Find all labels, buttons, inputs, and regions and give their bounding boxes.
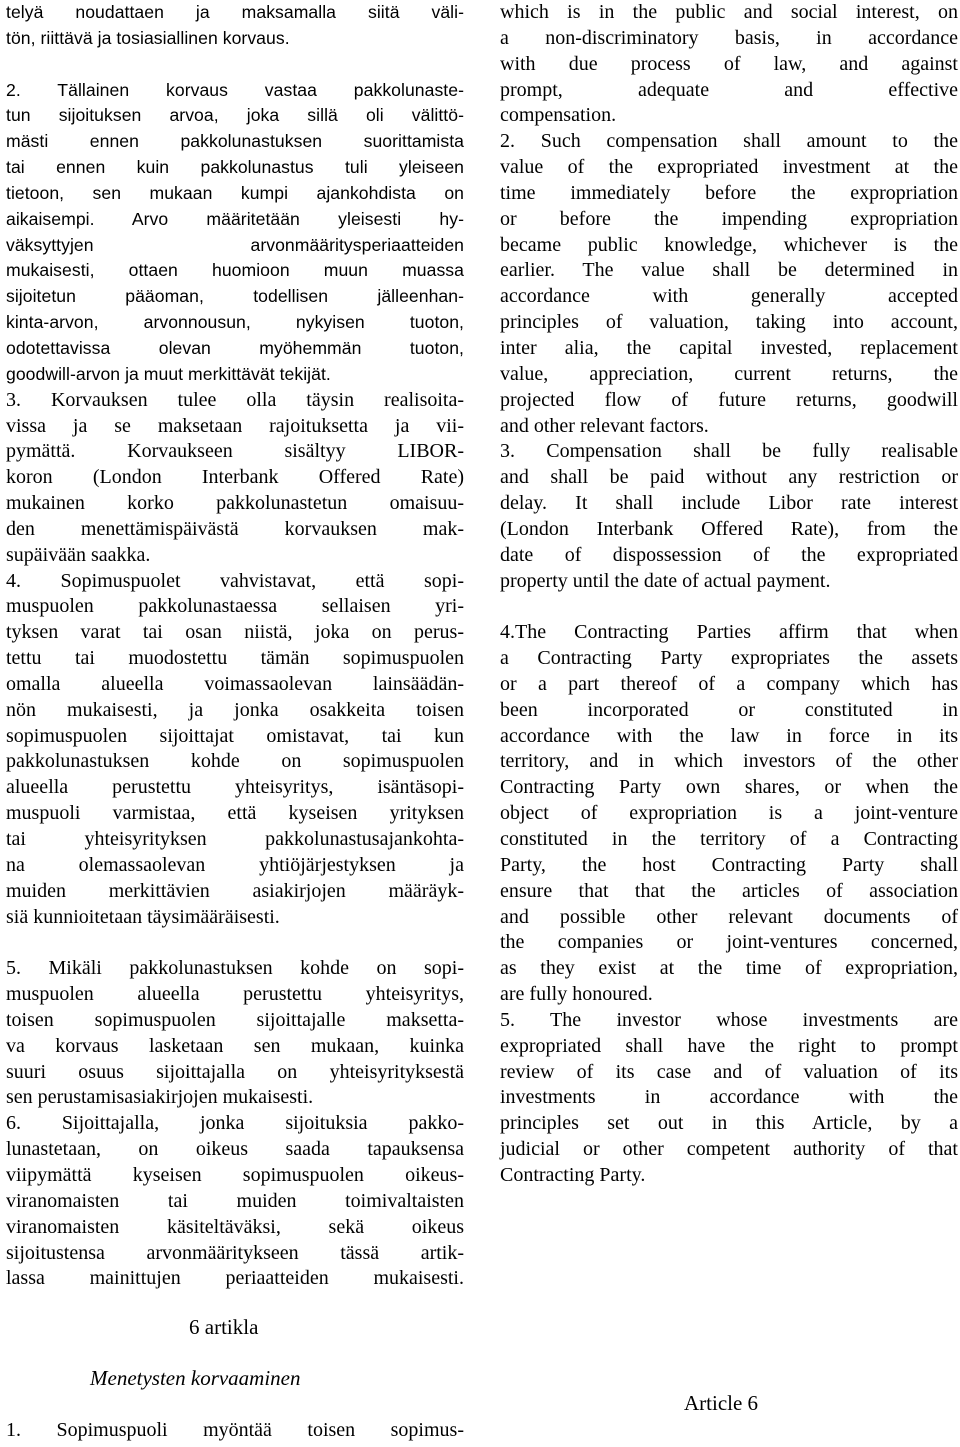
text-line: lassa mainittujen periaatteiden mukaisesti. bbox=[6, 1267, 464, 1290]
text-line: muiden merkittävien asiakirjojen määräyk- bbox=[6, 879, 464, 902]
text-line: been incorporated or constituted in bbox=[500, 698, 958, 721]
text-line: tettu tai muodostettu tämän sopimuspuolen bbox=[6, 647, 464, 670]
blank-line bbox=[6, 930, 464, 956]
text-line: accordance with the law in force in its bbox=[500, 724, 958, 747]
text-line: judicial or other competent authority of that bbox=[500, 1138, 958, 1161]
text-line: aikaisempi. Arvo määritetään yleisesti hy- bbox=[6, 208, 464, 229]
text-line: as they exist at the time of expropriation, bbox=[500, 957, 958, 980]
text-line: 2. Tällainen korvaus vastaa pakkolunaste- bbox=[6, 79, 464, 100]
text-line: 5. Mikäli pakkolunastuksen kohde on sopi- bbox=[6, 957, 464, 980]
text-line: value, appreciation, current returns, the bbox=[500, 362, 958, 385]
text-line: vissa ja se maksetaan rajoituksetta ja vii- bbox=[6, 414, 464, 437]
text-line: object of expropriation is a joint-venture bbox=[500, 802, 958, 825]
text-line: mästi ennen pakkolunastuksen suorittamista bbox=[6, 131, 464, 152]
text-line: koron (London Interbank Offered Rate) bbox=[6, 466, 464, 489]
text-line: nön mukaisesti, ja jonka osakkeita toisen bbox=[6, 698, 464, 721]
text-line: with due process of law, and against bbox=[500, 52, 958, 75]
text-line: and possible other relevant documents of bbox=[500, 905, 958, 928]
text-line: sopimuspuolen sijoittajat omistavat, tai kun bbox=[6, 724, 464, 747]
text-line: review of its case and of valuation of its bbox=[500, 1060, 958, 1083]
text-line: lunastetaan, on oikeus saada tapauksensa bbox=[6, 1138, 464, 1161]
text-line: constituted in the territory of a Contracting bbox=[500, 828, 958, 850]
text-line: omalla alueella voimassaolevan lainsäädän- bbox=[6, 672, 464, 695]
text-line: territory, and in which investors of the other bbox=[500, 750, 958, 773]
text-line: na olemassaolevan yhtiöjärjestyksen ja bbox=[6, 853, 464, 876]
text-line: muspuolen pakkolunastaessa sellaisen yri- bbox=[6, 595, 464, 618]
text-line: 4.The Contracting Parties affirm that when bbox=[500, 621, 958, 644]
text-line: viipymättä kyseisen sopimuspuolen oikeus- bbox=[6, 1163, 464, 1186]
text-line: value of the expropriated investment at the bbox=[500, 156, 958, 179]
text-line: ensure that that the articles of association bbox=[500, 879, 958, 902]
text-line: Contracting Party own shares, or when the bbox=[500, 776, 958, 799]
text-line: accordance with generally accepted bbox=[500, 285, 958, 308]
text-line: siä kunnioitetaan täysimääräisesti. bbox=[6, 905, 280, 928]
text-line: expropriated shall have the right to prompt bbox=[500, 1034, 958, 1057]
text-line: tön, riittävä ja tosiasiallinen korvaus. bbox=[6, 27, 290, 48]
text-line: viranomaisten tai muiden toimivaltaisten bbox=[6, 1189, 464, 1212]
text-line: muspuolen alueella perustettu yhteisyritys, bbox=[6, 983, 464, 1006]
blank-line bbox=[500, 594, 958, 620]
text-line: and shall be paid without any restriction or bbox=[500, 466, 958, 489]
finnish-article-first-line: 1. Sopimuspuoli myöntää toisen sopimus- bbox=[6, 1419, 464, 1441]
text-line: sijoitustensa arvonmääritykseen tässä artik- bbox=[6, 1241, 464, 1264]
text-line: tai yhteisyrityksen pakkolunastusajankohta- bbox=[6, 828, 464, 850]
text-line: investments in accordance with the bbox=[500, 1086, 958, 1109]
text-line: the companies or joint-ventures concerned, bbox=[500, 931, 958, 954]
text-line: odotettavissa olevan myöhemmän tuoton, bbox=[6, 337, 464, 358]
text-line: or before the impending expropriation bbox=[500, 207, 958, 230]
text-line: viranomaisten käsiteltäväksi, sekä oikeus bbox=[6, 1215, 464, 1238]
finnish-article-subheading: Menetysten korvaaminen bbox=[90, 1366, 301, 1390]
text-line: compensation. bbox=[500, 104, 617, 127]
text-line: delay. It shall include Libor rate interest bbox=[500, 492, 958, 515]
text-line: earlier. The value shall be determined in bbox=[500, 259, 958, 282]
text-line: a non-discriminatory basis, in accordance bbox=[500, 26, 958, 49]
text-line: inter alia, the capital invested, replacement bbox=[500, 336, 958, 359]
text-line: tyksen varat tai osan niistä, joka on perus- bbox=[6, 621, 464, 644]
text-line: 6. Sijoittajalla, jonka sijoituksia pakko- bbox=[6, 1112, 464, 1135]
text-line: 3. Korvauksen tulee olla täysin realisoita- bbox=[6, 388, 464, 411]
text-line: väksyttyjen arvonmääritysperiaatteiden bbox=[6, 234, 464, 255]
text-line: 3. Compensation shall be fully realisable bbox=[500, 440, 958, 463]
text-line: toisen sopimuspuolen sijoittajalle maksetta- bbox=[6, 1008, 464, 1031]
text-line: Party, the host Contracting Party shall bbox=[500, 853, 958, 876]
text-line: tai ennen kuin pakkolunastus tuli yleiseen bbox=[6, 157, 464, 178]
english-column bbox=[500, 0, 958, 1189]
text-line: telyä noudattaen ja maksamalla siitä väli- bbox=[6, 2, 464, 22]
text-line: mukaisesti, ottaen huomioon muun muassa bbox=[6, 260, 464, 281]
text-line: or a part thereof of a company which has bbox=[500, 672, 958, 695]
finnish-article-heading: 6 artikla bbox=[189, 1315, 259, 1339]
text-line: date of dispossession of the expropriated bbox=[500, 543, 958, 566]
text-line: prompt, adequate and effective bbox=[500, 78, 958, 101]
text-line: time immediately before the expropriation bbox=[500, 181, 958, 204]
text-line: den menettämispäivästä korvauksen mak- bbox=[6, 517, 464, 540]
text-line: 4. Sopimuspuolet vahvistavat, että sopi- bbox=[6, 569, 464, 592]
finnish-column bbox=[6, 0, 464, 1292]
text-line: sen perustamisasiakirjojen mukaisesti. bbox=[6, 1086, 314, 1109]
text-line: kinta-arvon, arvonnousun, nykyisen tuoton, bbox=[6, 312, 464, 333]
text-line: a Contracting Party expropriates the assets bbox=[500, 647, 958, 670]
text-line: alueella perustettu yhteisyritys, isäntäsopi- bbox=[6, 776, 464, 799]
text-line: are fully honoured. bbox=[500, 983, 653, 1006]
text-line: principles set out in this Article, by a bbox=[500, 1112, 958, 1135]
text-line: tietoon, sen mukaan kumpi ajankohdista on bbox=[6, 182, 464, 203]
text-line: and other relevant factors. bbox=[500, 414, 709, 437]
text-line: 2. Such compensation shall amount to the bbox=[500, 130, 958, 153]
text-line: 5. The investor whose investments are bbox=[500, 1008, 958, 1031]
text-line: became public knowledge, whichever is the bbox=[500, 233, 958, 256]
text-line: suuri osuus sijoittajalla on yhteisyrityksestä bbox=[6, 1060, 464, 1083]
text-line: projected flow of future returns, goodwill bbox=[500, 388, 958, 411]
text-line: sijoitetun pääoman, todellisen jälleenhan- bbox=[6, 286, 464, 307]
text-line: va korvaus lasketaan sen mukaan, kuinka bbox=[6, 1034, 464, 1057]
text-line: goodwill-arvon ja muut merkittävät tekijät. bbox=[6, 363, 331, 384]
text-line: (London Interbank Offered Rate), from the bbox=[500, 517, 958, 540]
text-line: mukainen korko pakkolunastetun omaisuu- bbox=[6, 492, 464, 515]
text-line: principles of valuation, taking into account, bbox=[500, 311, 958, 334]
text-line: supäivään saakka. bbox=[6, 543, 151, 566]
english-article-heading: Article 6 bbox=[684, 1391, 759, 1415]
text-line: Contracting Party. bbox=[500, 1163, 646, 1186]
text-line: pymättä. Korvaukseen sisältyy LIBOR- bbox=[6, 440, 464, 463]
text-line: which is in the public and social interest, on bbox=[500, 1, 958, 23]
text-line: muspuoli varmistaa, että kyseisen yrityksen bbox=[6, 802, 464, 825]
text-line: property until the date of actual payment. bbox=[500, 569, 831, 592]
blank-line bbox=[6, 52, 464, 78]
text-line: tun sijoituksen arvoa, joka sillä oli välittö- bbox=[6, 105, 464, 126]
text-line: pakkolunastuksen kohde on sopimuspuolen bbox=[6, 750, 464, 773]
